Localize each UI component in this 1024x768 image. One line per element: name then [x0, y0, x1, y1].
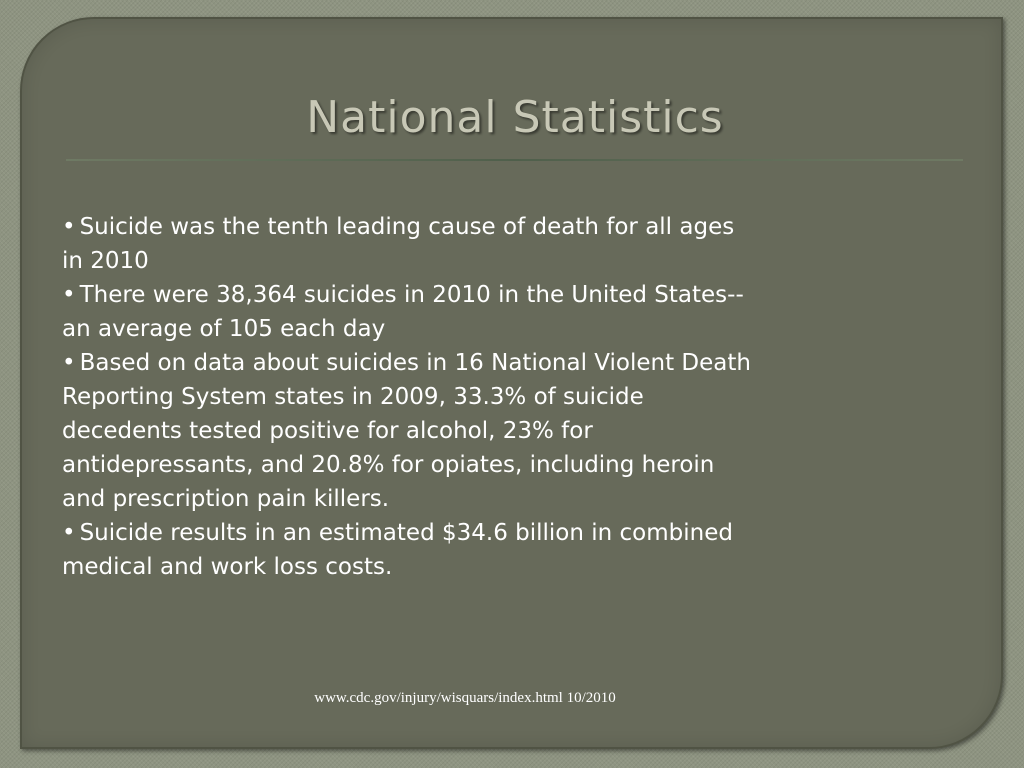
bullet-item-4	[62, 516, 762, 584]
bullet-item-1	[62, 210, 762, 278]
bullet-icon: •	[62, 214, 76, 240]
bullet-text: Suicide results in an estimated $34.6 billion in combined medical and work loss costs.	[62, 520, 733, 580]
bullet-icon: •	[62, 520, 76, 546]
bullet-icon: •	[62, 350, 76, 376]
source-citation: www.cdc.gov/injury/wisquars/index.html 10/2010	[314, 690, 616, 706]
bullet-icon: •	[62, 282, 76, 308]
bullet-text: Suicide was the tenth leading cause of death for all ages in 2010	[62, 214, 735, 274]
bullet-item-2	[62, 278, 762, 346]
title-divider	[66, 159, 963, 161]
slide-title: National Statistics	[306, 92, 724, 143]
bullet-item-3	[62, 346, 762, 516]
bullet-list	[62, 210, 762, 584]
bullet-text: There were 38,364 suicides in 2010 in the United States--an average of 105 each day	[62, 282, 744, 342]
bullet-text: Based on data about suicides in 16 National Violent Death Reporting System states in 2009, 33.3% of suicide decedents tested positive for alcohol, 23% for antidepressants, and 20.8% for opiates, including heroin and prescription pain killers.	[62, 350, 751, 512]
